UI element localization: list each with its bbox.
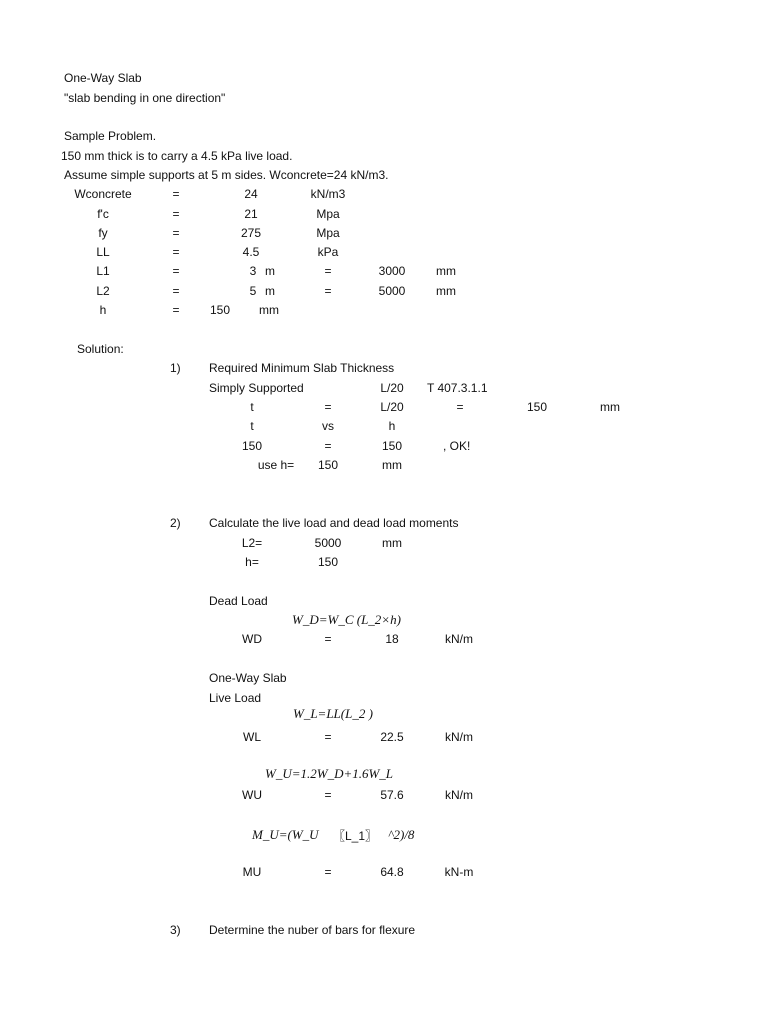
live-load-heading: Live Load: [209, 691, 262, 705]
given-value-fc: 21: [244, 207, 258, 221]
given-equals: =: [172, 264, 180, 278]
moment-formula-part-a: M_U=(W_U: [252, 827, 319, 842]
given-value-h: 150: [209, 303, 231, 317]
h-value: 150: [317, 555, 339, 569]
given-equals: =: [172, 303, 180, 317]
code-reference: T 407.3.1.1: [427, 381, 488, 395]
h-label: h=: [245, 555, 259, 569]
given-equals: =: [324, 264, 332, 278]
step-2-title: Calculate the live load and dead load moments: [209, 516, 459, 530]
given-value-l1: 3: [249, 264, 257, 278]
wd-value: 18: [385, 632, 399, 646]
wd-label: WD: [242, 632, 262, 646]
live-load-formula: W_L=LL(L_2 ): [293, 706, 373, 721]
l2-unit: mm: [382, 536, 402, 550]
step-1-title: Required Minimum Slab Thickness: [209, 361, 395, 375]
given-equals: =: [324, 284, 332, 298]
thickness-equals: =: [324, 400, 332, 414]
step-1-number: 1): [170, 361, 181, 375]
wu-unit: kN/m: [445, 788, 473, 802]
mu-value: 64.8: [380, 865, 404, 879]
problem-heading: Sample Problem.: [64, 129, 157, 143]
given-equals: =: [172, 226, 180, 240]
l2-value: 5000: [314, 536, 342, 550]
given-value-l2: 5: [249, 284, 257, 298]
given-value-fy: 275: [240, 226, 262, 240]
given-conv-l1: 3000: [378, 264, 406, 278]
dead-load-heading: Dead Load: [209, 594, 268, 608]
given-equals: =: [172, 284, 180, 298]
simply-supported-label: Simply Supported: [209, 381, 304, 395]
use-h-unit: mm: [382, 458, 402, 472]
given-conv-unit-l1: mm: [436, 264, 456, 278]
l2-label: L2=: [241, 536, 263, 550]
thickness-equals: =: [456, 400, 464, 414]
document-subtitle: "slab bending in one direction": [64, 91, 226, 105]
mu-unit: kN-m: [444, 865, 474, 879]
given-unit-wconcrete: kN/m3: [310, 187, 346, 201]
wu-label: WU: [242, 788, 262, 802]
mu-label: MU: [242, 865, 262, 879]
moment-formula-part-c: ^2)/8: [388, 827, 415, 842]
given-conv-unit-l2: mm: [436, 284, 456, 298]
wd-unit: kN/m: [445, 632, 473, 646]
given-unit-fy: Mpa: [316, 226, 340, 240]
thickness-ratio: L/20: [380, 400, 404, 414]
given-unit-h: mm: [259, 303, 279, 317]
one-way-slab-label: One-Way Slab: [209, 671, 287, 685]
given-label-l1: L1: [96, 264, 110, 278]
given-unit-fc: Mpa: [316, 207, 340, 221]
given-label-ll: LL: [96, 245, 110, 259]
solution-heading: Solution:: [77, 342, 124, 356]
check-right: 150: [381, 439, 403, 453]
ultimate-load-formula: W_U=1.2W_D+1.6W_L: [265, 766, 394, 781]
mu-equals: =: [324, 865, 332, 879]
given-unit-l2: m: [265, 284, 275, 298]
given-equals: =: [172, 207, 180, 221]
check-left: 150: [241, 439, 263, 453]
given-conv-l2: 5000: [378, 284, 406, 298]
given-equals: =: [172, 187, 180, 201]
simply-supported-ratio: L/20: [380, 381, 404, 395]
given-label-fc: f'c: [97, 207, 109, 221]
wl-value: 22.5: [380, 730, 404, 744]
use-h-value: 150: [317, 458, 339, 472]
document-title: One-Way Slab: [64, 71, 142, 85]
problem-line-2: Assume simple supports at 5 m sides. Wconcrete=24 kN/m3.: [64, 168, 389, 182]
dead-load-formula: W_D=W_C (L_2×h): [292, 612, 401, 627]
given-label-fy: fy: [98, 226, 108, 240]
wl-unit: kN/m: [445, 730, 473, 744]
problem-line-1: 150 mm thick is to carry a 4.5 kPa live load.: [61, 149, 293, 163]
wu-equals: =: [324, 788, 332, 802]
given-value-wconcrete: 24: [244, 187, 258, 201]
given-label-l2: L2: [96, 284, 110, 298]
thickness-value: 150: [526, 400, 548, 414]
compare-left: t: [250, 419, 254, 433]
thickness-label: t: [250, 400, 254, 414]
wl-equals: =: [324, 730, 332, 744]
check-ok: , OK!: [443, 439, 471, 453]
given-label-h: h: [99, 303, 107, 317]
given-label-wconcrete: Wconcrete: [74, 187, 132, 201]
wu-value: 57.6: [380, 788, 404, 802]
moment-formula-part-b: 〖L_1〗: [333, 829, 378, 843]
wd-equals: =: [324, 632, 332, 646]
use-h-label: use h=: [257, 458, 295, 472]
wl-label: WL: [243, 730, 261, 744]
compare-right: h: [388, 419, 396, 433]
step-3-title: Determine the nuber of bars for flexure: [209, 923, 416, 937]
check-equals: =: [324, 439, 332, 453]
given-unit-l1: m: [265, 264, 275, 278]
step-2-number: 2): [170, 516, 181, 530]
given-unit-ll: kPa: [317, 245, 339, 259]
compare-vs: vs: [322, 419, 334, 433]
given-value-ll: 4.5: [242, 245, 260, 259]
step-3-number: 3): [170, 923, 181, 937]
thickness-unit: mm: [600, 400, 620, 414]
given-equals: =: [172, 245, 180, 259]
